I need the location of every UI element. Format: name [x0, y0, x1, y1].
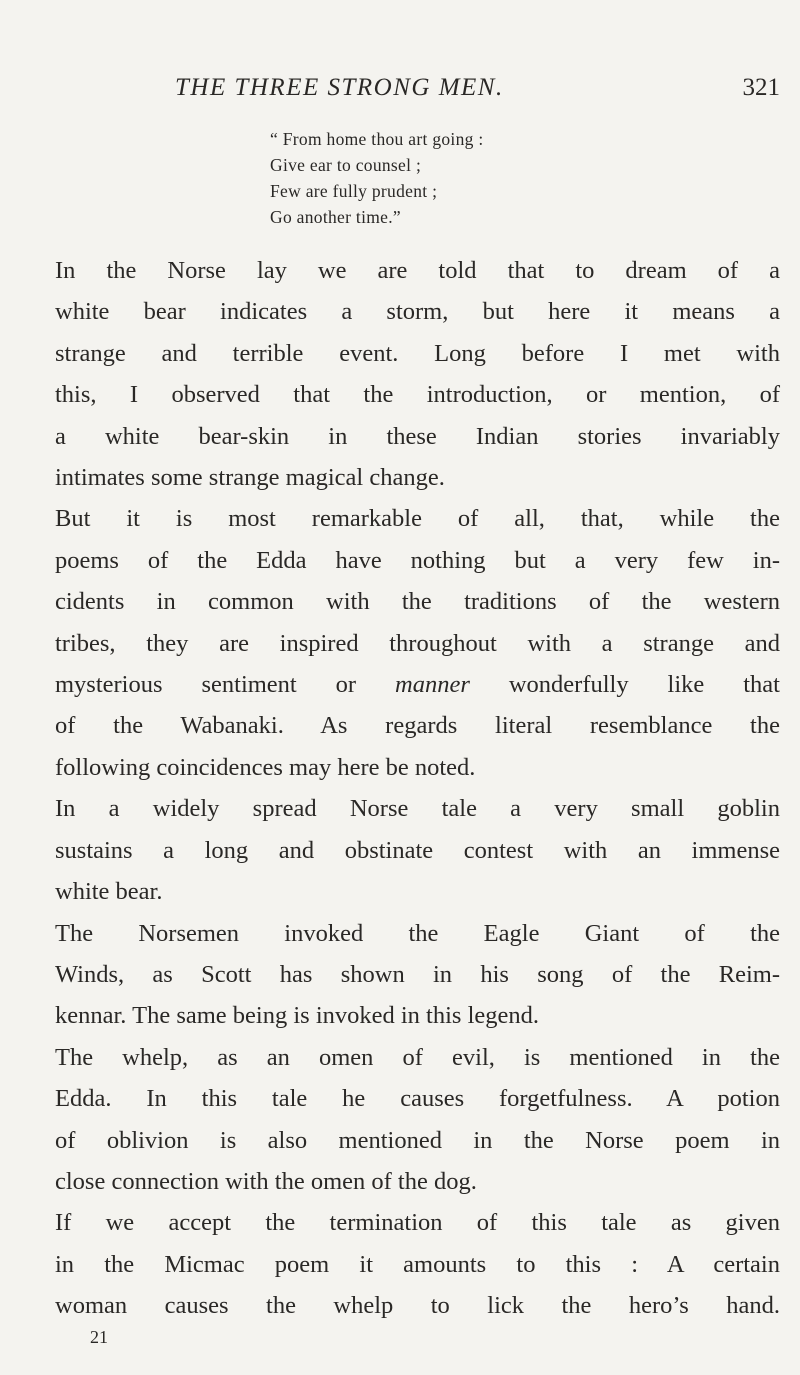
- emphasis-text: manner: [395, 671, 470, 699]
- text-line: in the Micmac poem it amounts to this : A certain: [55, 1250, 780, 1278]
- text-line: Edda. In this tale he causes forgetfulness. A potion: [55, 1085, 780, 1113]
- text-line: of the Wabanaki. As regards literal resemblance the: [55, 712, 780, 740]
- text-line: If we accept the termination of this tale as given: [55, 1209, 780, 1237]
- page-header: [0, 74, 800, 108]
- text-line: [55, 664, 780, 705]
- text-line: The Norsemen invoked the Eagle Giant of the: [55, 919, 780, 947]
- text-line: In the Norse lay we are told that to dream of a: [55, 257, 780, 284]
- page-number: 321: [742, 74, 780, 101]
- text-line: Winds, as Scott has shown in his song of the Reim-: [55, 960, 780, 988]
- text-line: The whelp, as an omen of evil, is mentioned in the: [55, 1043, 780, 1071]
- poem-line: Give ear to counsel ;: [270, 155, 422, 175]
- running-title: THE THREE STRONG MEN.: [175, 74, 504, 101]
- text-line: kennar. The same being is invoked in this legend.: [55, 1002, 540, 1030]
- text-line: tribes, they are inspired throughout with a strange and: [55, 629, 780, 657]
- text-segment: wonderfully like that: [469, 671, 780, 699]
- text-line: following coincidences may here be noted.: [55, 753, 476, 781]
- poem-line: “ From home thou art going :: [270, 129, 484, 149]
- signature-mark: 21: [90, 1327, 108, 1347]
- poem-quote: [270, 126, 484, 230]
- text-line: white bear indicates a storm, but here it means a: [55, 298, 780, 326]
- text-line: In a widely spread Norse tale a very small goblin: [55, 795, 780, 823]
- poem-line: Go another time.”: [270, 207, 401, 227]
- text-line: this, I observed that the introduction, or mention, of: [55, 381, 780, 409]
- text-line: strange and terrible event. Long before I met with: [55, 339, 780, 367]
- text-segment: mysterious sentiment or: [55, 671, 396, 699]
- poem-line: Few are fully prudent ;: [270, 181, 438, 201]
- text-line: of oblivion is also mentioned in the Norse poem in: [55, 1126, 780, 1154]
- text-line: white bear.: [55, 878, 163, 906]
- text-line: sustains a long and obstinate contest with an immense: [55, 836, 780, 864]
- text-line: close connection with the omen of the dog.: [55, 1167, 477, 1195]
- text-line: cidents in common with the traditions of the western: [55, 588, 780, 616]
- text-line: poems of the Edda have nothing but a very few in-: [55, 546, 780, 574]
- text-line: But it is most remarkable of all, that, while the: [55, 505, 780, 533]
- text-line: woman causes the whelp to lick the hero’s hand.: [55, 1292, 780, 1320]
- text-line: a white bear-skin in these Indian stories invariably: [55, 422, 780, 450]
- text-line: intimates some strange magical change.: [55, 464, 445, 492]
- body-text: [55, 250, 780, 1327]
